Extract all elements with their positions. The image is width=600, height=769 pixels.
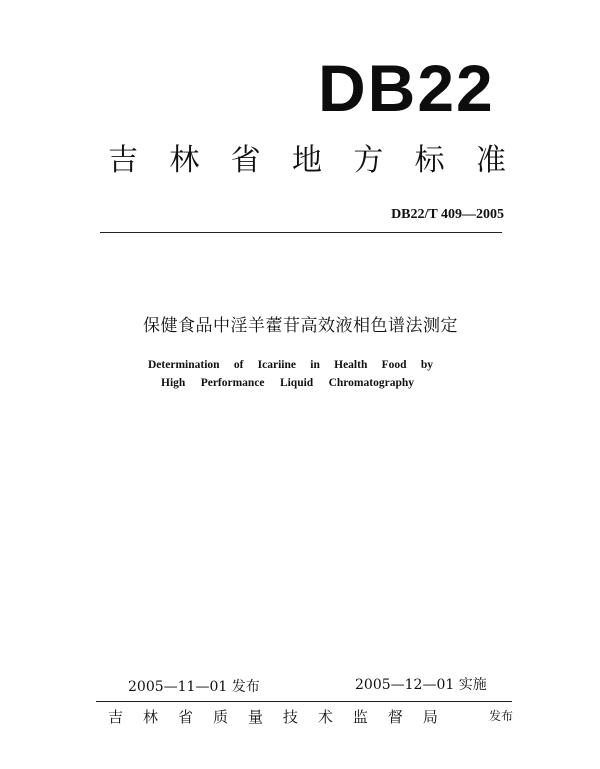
issuing-authority <box>108 710 438 725</box>
title-word: in <box>310 359 320 371</box>
english-title-line-1 <box>148 360 433 378</box>
issuer-char: 质 <box>212 708 228 726</box>
title-char: 吉 <box>108 143 138 178</box>
title-word: by <box>420 359 433 371</box>
title-word: High <box>161 377 186 389</box>
title-char: 准 <box>475 143 506 178</box>
footer-divider <box>96 701 512 702</box>
title-word: Determination <box>148 359 220 371</box>
issuer-char: 林 <box>142 708 158 726</box>
document-title-english <box>148 360 433 396</box>
header-divider <box>100 232 502 233</box>
title-word: Performance <box>200 377 265 389</box>
issuer-char: 局 <box>422 708 438 726</box>
title-char: 地 <box>291 143 322 178</box>
issuer-char: 省 <box>177 708 193 726</box>
implementation-date: 2005—12—01 实施 <box>355 677 487 693</box>
title-word: Health <box>334 359 368 371</box>
issuer-char: 技 <box>282 708 298 726</box>
issuer-char: 吉 <box>108 708 124 726</box>
standard-type-title <box>108 143 506 178</box>
title-char: 省 <box>230 143 261 178</box>
title-word: Icariine <box>257 359 296 371</box>
issue-date: 2005—11—01 发布 <box>128 679 260 695</box>
standard-number: DB22/T 409—2005 <box>391 207 504 222</box>
title-char: 林 <box>169 143 200 178</box>
title-word: Liquid <box>279 377 314 389</box>
issue-word: 发布 <box>489 709 514 723</box>
title-char: 标 <box>414 143 445 178</box>
title-char: 方 <box>353 143 384 178</box>
issuer-char: 督 <box>387 708 403 726</box>
issuer-char: 量 <box>247 708 263 726</box>
title-word: Chromatography <box>328 377 414 389</box>
title-word: Food <box>381 359 407 371</box>
document-title-chinese: 保健食品中淫羊藿苷高效液相色谱法测定 <box>143 316 458 336</box>
standard-code-mark: DB22 <box>318 51 495 125</box>
title-word: of <box>233 359 244 371</box>
issuer-char: 术 <box>317 708 333 726</box>
issuer-char: 监 <box>352 708 368 726</box>
english-title-line-2 <box>161 378 414 396</box>
